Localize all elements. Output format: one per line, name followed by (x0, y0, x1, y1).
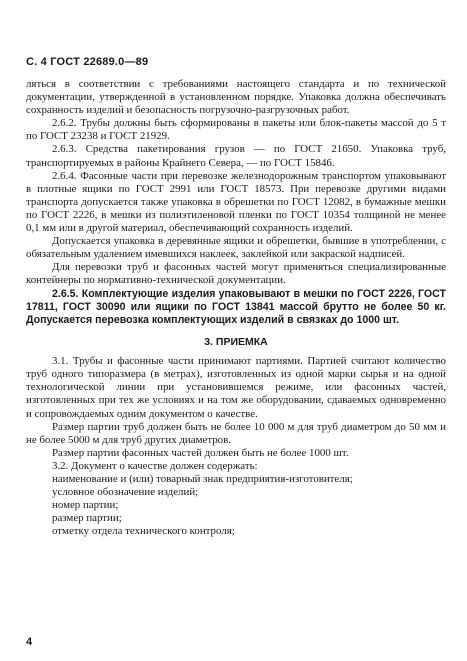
clause-3-2: 3.2. Документ о качестве должен содержать: (52, 459, 258, 472)
clause-2-6-4-paragraph-2: Допускается упаковка в деревянные ящики и обрешетки, бывшие в употреблении, с обязательным удалением имевшихся наклеек, заклейкой или закраской надписей. (26, 235, 446, 261)
clause-2-6-2: 2.6.2. Трубы должны быть сформированы в пакеты или блок-пакеты массой до 5 т по ГОСТ 23238 и ГОСТ 21929. (26, 117, 446, 143)
section-heading-acceptance: 3. ПРИЕМКА (204, 336, 268, 349)
clause-3-1: 3.1. Трубы и фасонные части принимают партиями. Партией считают количество труб одного типоразмера (в метрах), изготовленных из одной марки сырья и на одной технологической линии при установившемся режиме, или фасонных частей, изготовленных при тех же условиях и на том же оборудовании, сдаваемых одновременно и сопровождаемых одним документом о качестве. (26, 355, 446, 420)
list-item: размер партии; (52, 512, 122, 525)
list-item: условное обозначение изделий; (52, 486, 199, 499)
page-number: 4 (26, 636, 33, 648)
document-body (26, 78, 446, 539)
clause-3-1-batch-size-pipes: Размер партии труб должен быть не более 10 000 м для труб диаметром до 50 мм и не более 5000 м для труб других диаметров. (26, 420, 446, 446)
list-item: наименование и (или) товарный знак предприятия-изготовителя; (52, 473, 353, 486)
clause-2-6-5: 2.6.5. Комплектующие изделия упаковывают в мешки по ГОСТ 2226, ГОСТ 17811, ГОСТ 30090 или ящики по ГОСТ 13841 массой брутто не более 50 кг. Допускается перевозка комплектующих изделий в связках до 1000 шт. (26, 287, 446, 326)
clause-2-6-4-paragraph-3: Для перевозки труб и фасонных частей могут применяться специализированные контейнеры по нормативно-технической документации. (26, 261, 446, 287)
list-item: номер партии; (52, 499, 119, 512)
paragraph-continuation: ляться в соответствии с требованиями настоящего стандарта и по технической документации, утвержденной в установленном порядке. Упаковка должна обеспечивать сохранность изделий и безопасность погрузочно-разгрузочных работ. (26, 78, 446, 117)
clause-3-1-batch-size-fittings: Размер партии фасонных частей должен быть не более 1000 шт. (52, 446, 349, 459)
list-item: отметку отдела технического контроля; (52, 525, 235, 538)
page-header: С. 4 ГОСТ 22689.0—89 (26, 56, 149, 68)
clause-2-6-4: 2.6.4. Фасонные части при перевозке железнодорожным транспортом упаковывают в плотные ящики по ГОСТ 2991 или ГОСТ 18573. При перевозке другими видами транспорта допускается также упаковка в обрешетки по ГОСТ 12082, в бумажные мешки по ГОСТ 2226, в мешки из полиэтиленовой пленки по ГОСТ 10354 толщиной не менее 0,1 мм или в другой материал, обеспечивающий сохранность изделий. (26, 169, 446, 235)
clause-2-6-3: 2.6.3. Средства пакетирования грузов — по ГОСТ 21650. Упаковка труб, транспортируемых в районы Крайнего Севера, — по ГОСТ 15846. (26, 143, 446, 169)
